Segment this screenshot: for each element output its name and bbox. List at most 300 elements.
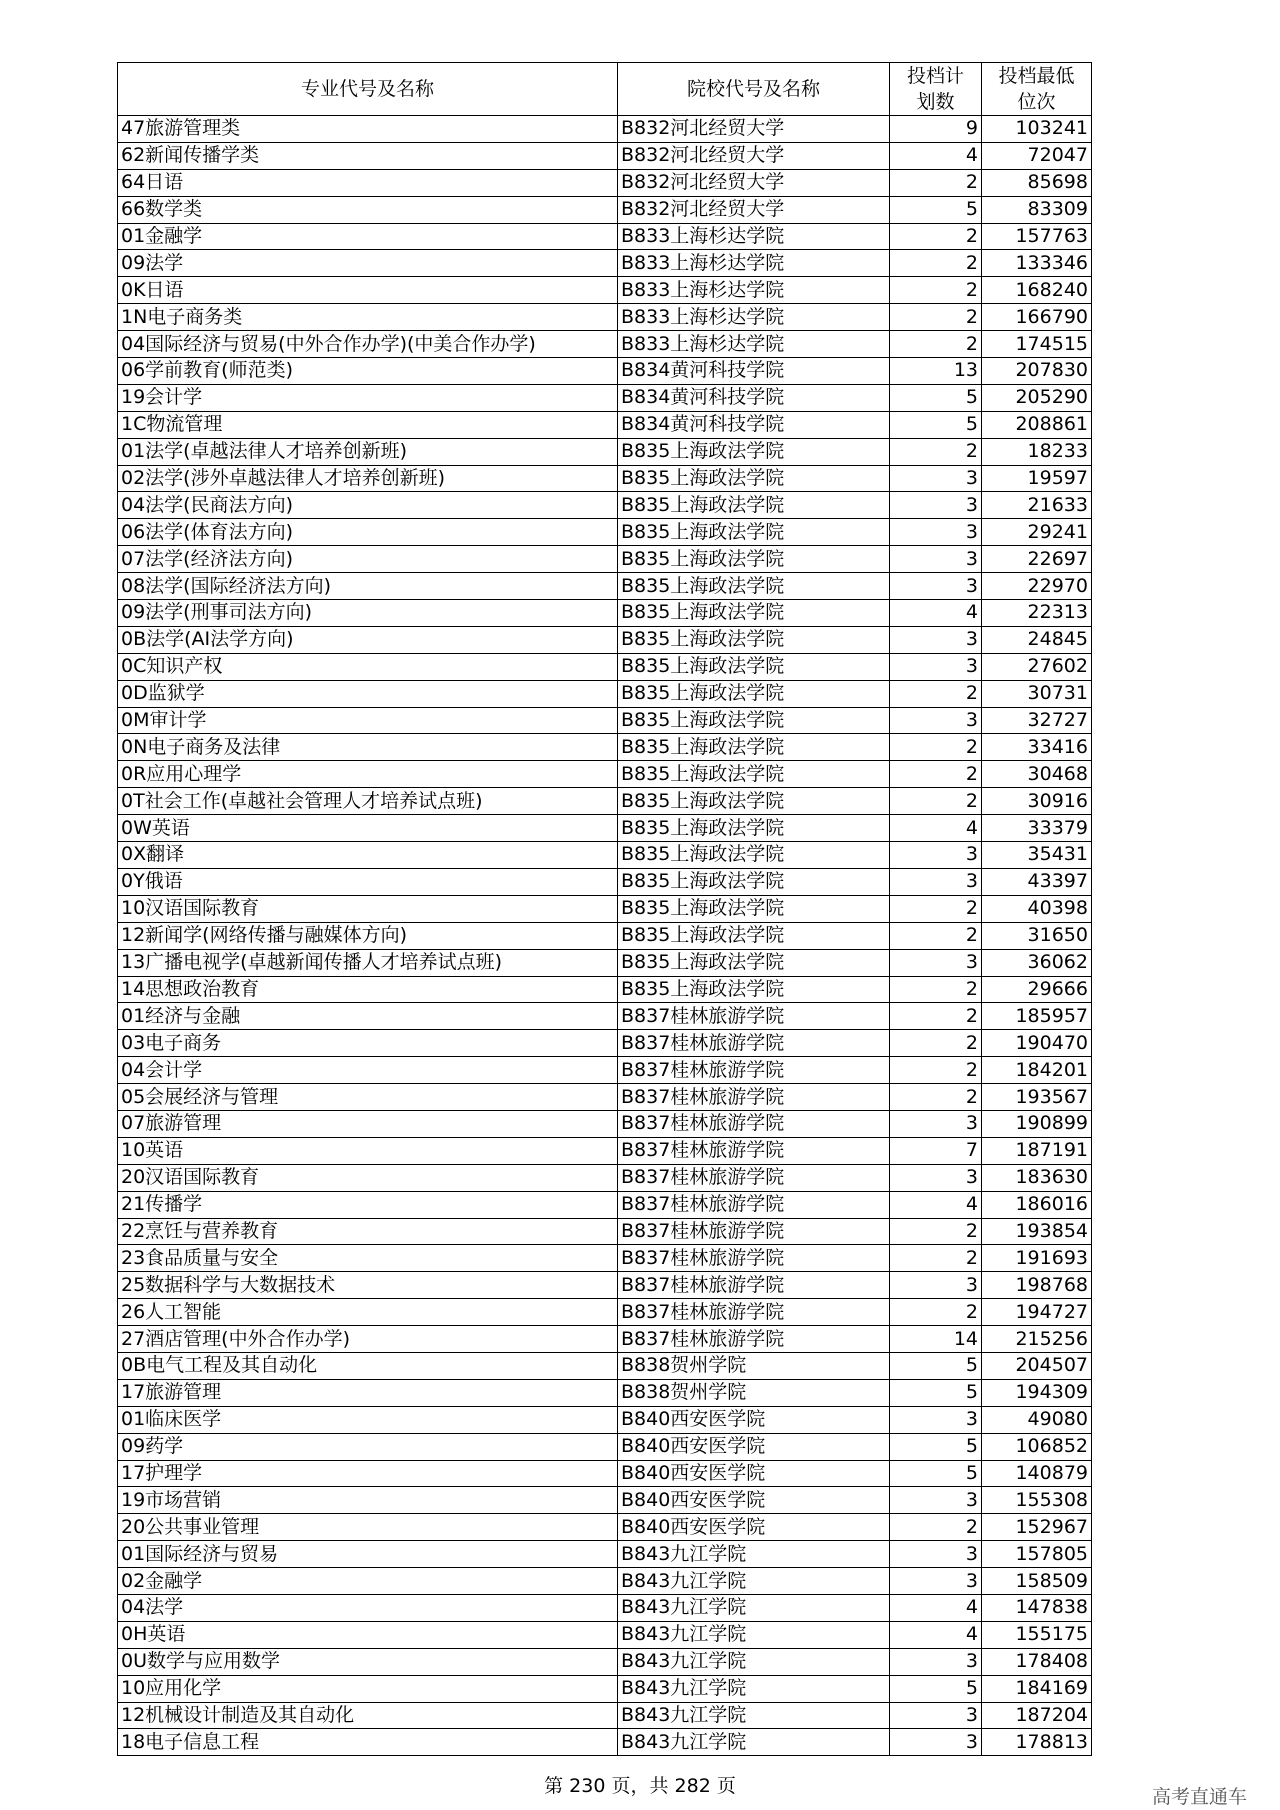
page-number: 第 230 页，共 282 页: [544, 1775, 736, 1797]
cell-plan-count: 9: [890, 116, 982, 143]
table-row: [118, 142, 1092, 169]
cell-major: 04法学: [118, 1594, 618, 1621]
cell-min-rank: 194309: [982, 1379, 1092, 1406]
table-row: [118, 223, 1092, 250]
cell-min-rank: 187204: [982, 1702, 1092, 1729]
cell-plan-count: 2: [890, 761, 982, 788]
cell-major: 64日语: [118, 169, 618, 196]
cell-min-rank: 19597: [982, 465, 1092, 492]
table-row: [118, 1594, 1092, 1621]
cell-school: B835上海政法学院: [618, 438, 890, 465]
cell-major: 03电子商务: [118, 1030, 618, 1057]
cell-plan-count: 5: [890, 1675, 982, 1702]
cell-min-rank: 178813: [982, 1729, 1092, 1756]
table-row: [118, 1352, 1092, 1379]
table-row: [118, 1379, 1092, 1406]
cell-school: B837桂林旅游学院: [618, 1137, 890, 1164]
table-row: [118, 949, 1092, 976]
cell-major: 0W英语: [118, 815, 618, 842]
cell-plan-count: 13: [890, 358, 982, 385]
cell-major: 05会展经济与管理: [118, 1084, 618, 1111]
cell-major: 0K日语: [118, 277, 618, 304]
cell-plan-count: 2: [890, 304, 982, 331]
cell-major: 22烹饪与营养教育: [118, 1218, 618, 1245]
cell-plan-count: 4: [890, 600, 982, 627]
table-row: [118, 1729, 1092, 1756]
cell-min-rank: 184201: [982, 1057, 1092, 1084]
cell-school: B833上海杉达学院: [618, 277, 890, 304]
table-row: [118, 358, 1092, 385]
table-row: [118, 519, 1092, 546]
cell-plan-count: 3: [890, 1164, 982, 1191]
cell-plan-count: 3: [890, 546, 982, 573]
cell-plan-count: 3: [890, 868, 982, 895]
cell-school: B834黄河科技学院: [618, 358, 890, 385]
cell-plan-count: 2: [890, 788, 982, 815]
header-plan-line1: 投档计: [906, 65, 964, 87]
cell-major: 0N电子商务及法律: [118, 734, 618, 761]
cell-school: B832河北经贸大学: [618, 142, 890, 169]
cell-major: 0B法学(AI法学方向): [118, 626, 618, 653]
cell-school: B834黄河科技学院: [618, 411, 890, 438]
cell-plan-count: 2: [890, 1084, 982, 1111]
cell-school: B833上海杉达学院: [618, 304, 890, 331]
cell-major: 66数学类: [118, 196, 618, 223]
cell-major: 19会计学: [118, 384, 618, 411]
cell-school: B837桂林旅游学院: [618, 1164, 890, 1191]
cell-major: 0B电气工程及其自动化: [118, 1352, 618, 1379]
cell-plan-count: 3: [890, 465, 982, 492]
cell-major: 23食品质量与安全: [118, 1245, 618, 1272]
cell-major: 07旅游管理: [118, 1110, 618, 1137]
cell-plan-count: 2: [890, 680, 982, 707]
cell-school: B833上海杉达学院: [618, 250, 890, 277]
cell-major: 17旅游管理: [118, 1379, 618, 1406]
cell-school: B835上海政法学院: [618, 976, 890, 1003]
cell-min-rank: 193854: [982, 1218, 1092, 1245]
table-row: [118, 1675, 1092, 1702]
cell-school: B837桂林旅游学院: [618, 1299, 890, 1326]
cell-school: B832河北经贸大学: [618, 169, 890, 196]
cell-min-rank: 83309: [982, 196, 1092, 223]
cell-school: B837桂林旅游学院: [618, 1245, 890, 1272]
cell-plan-count: 2: [890, 1218, 982, 1245]
cell-min-rank: 207830: [982, 358, 1092, 385]
table-row: [118, 304, 1092, 331]
cell-min-rank: 158509: [982, 1568, 1092, 1595]
cell-min-rank: 194727: [982, 1299, 1092, 1326]
cell-major: 10汉语国际教育: [118, 895, 618, 922]
table-row: [118, 1191, 1092, 1218]
cell-major: 17护理学: [118, 1460, 618, 1487]
cell-plan-count: 2: [890, 922, 982, 949]
cell-plan-count: 3: [890, 1729, 982, 1756]
cell-school: B833上海杉达学院: [618, 223, 890, 250]
table-row: [118, 1164, 1092, 1191]
cell-major: 01国际经济与贸易: [118, 1541, 618, 1568]
cell-min-rank: 22970: [982, 573, 1092, 600]
cell-school: B843九江学院: [618, 1541, 890, 1568]
table-row: [118, 976, 1092, 1003]
table-row: [118, 438, 1092, 465]
cell-school: B835上海政法学院: [618, 492, 890, 519]
cell-school: B840西安医学院: [618, 1433, 890, 1460]
cell-school: B843九江学院: [618, 1568, 890, 1595]
cell-school: B837桂林旅游学院: [618, 1272, 890, 1299]
cell-major: 62新闻传播学类: [118, 142, 618, 169]
cell-min-rank: 205290: [982, 384, 1092, 411]
table-row: [118, 250, 1092, 277]
cell-plan-count: 5: [890, 1460, 982, 1487]
cell-min-rank: 187191: [982, 1137, 1092, 1164]
cell-min-rank: 185957: [982, 1003, 1092, 1030]
cell-major: 20公共事业管理: [118, 1514, 618, 1541]
cell-plan-count: 2: [890, 1245, 982, 1272]
cell-plan-count: 2: [890, 438, 982, 465]
cell-min-rank: 85698: [982, 169, 1092, 196]
cell-school: B835上海政法学院: [618, 815, 890, 842]
cell-min-rank: 21633: [982, 492, 1092, 519]
cell-major: 0X翻译: [118, 842, 618, 869]
cell-major: 01法学(卓越法律人才培养创新班): [118, 438, 618, 465]
cell-school: B835上海政法学院: [618, 788, 890, 815]
cell-plan-count: 2: [890, 1057, 982, 1084]
cell-major: 12新闻学(网络传播与融媒体方向): [118, 922, 618, 949]
cell-major: 01临床医学: [118, 1406, 618, 1433]
cell-plan-count: 2: [890, 895, 982, 922]
cell-plan-count: 2: [890, 1514, 982, 1541]
cell-school: B837桂林旅游学院: [618, 1218, 890, 1245]
cell-min-rank: 33416: [982, 734, 1092, 761]
table-row: [118, 277, 1092, 304]
header-plan-line2: 划数: [916, 91, 955, 113]
cell-min-rank: 24845: [982, 626, 1092, 653]
table-row: [118, 1487, 1092, 1514]
cell-plan-count: 2: [890, 734, 982, 761]
table-row: [118, 1702, 1092, 1729]
cell-school: B835上海政法学院: [618, 922, 890, 949]
cell-plan-count: 2: [890, 1299, 982, 1326]
table-row: [118, 573, 1092, 600]
table-row: [118, 1084, 1092, 1111]
cell-plan-count: 5: [890, 196, 982, 223]
cell-school: B837桂林旅游学院: [618, 1110, 890, 1137]
table-row: [118, 1218, 1092, 1245]
cell-school: B837桂林旅游学院: [618, 1030, 890, 1057]
cell-plan-count: 2: [890, 277, 982, 304]
cell-major: 0M审计学: [118, 707, 618, 734]
watermark: 高考直通车: [1152, 1786, 1248, 1808]
table-row: [118, 1272, 1092, 1299]
table-row: [118, 626, 1092, 653]
cell-plan-count: 2: [890, 223, 982, 250]
cell-min-rank: 133346: [982, 250, 1092, 277]
table-row: [118, 1568, 1092, 1595]
cell-major: 02金融学: [118, 1568, 618, 1595]
table-row: [118, 1326, 1092, 1353]
cell-plan-count: 14: [890, 1326, 982, 1353]
cell-major: 0R应用心理学: [118, 761, 618, 788]
cell-school: B835上海政法学院: [618, 546, 890, 573]
cell-school: B840西安医学院: [618, 1460, 890, 1487]
table-row: [118, 1110, 1092, 1137]
cell-school: B835上海政法学院: [618, 680, 890, 707]
header-school: 院校代号及名称: [618, 63, 890, 116]
cell-major: 10应用化学: [118, 1675, 618, 1702]
cell-school: B835上海政法学院: [618, 626, 890, 653]
cell-min-rank: 152967: [982, 1514, 1092, 1541]
cell-min-rank: 40398: [982, 895, 1092, 922]
table-row: [118, 546, 1092, 573]
cell-plan-count: 2: [890, 1003, 982, 1030]
cell-plan-count: 3: [890, 519, 982, 546]
cell-major: 18电子信息工程: [118, 1729, 618, 1756]
cell-min-rank: 198768: [982, 1272, 1092, 1299]
cell-school: B835上海政法学院: [618, 573, 890, 600]
cell-school: B843九江学院: [618, 1675, 890, 1702]
cell-school: B840西安医学院: [618, 1487, 890, 1514]
cell-min-rank: 103241: [982, 116, 1092, 143]
cell-major: 13广播电视学(卓越新闻传播人才培养试点班): [118, 949, 618, 976]
header-row: [118, 63, 1092, 116]
cell-plan-count: 5: [890, 411, 982, 438]
cell-min-rank: 49080: [982, 1406, 1092, 1433]
table-row: [118, 600, 1092, 627]
table-header: [118, 63, 1092, 116]
cell-school: B835上海政法学院: [618, 949, 890, 976]
cell-min-rank: 190899: [982, 1110, 1092, 1137]
cell-major: 20汉语国际教育: [118, 1164, 618, 1191]
cell-major: 47旅游管理类: [118, 116, 618, 143]
table-row: [118, 465, 1092, 492]
table-row: [118, 116, 1092, 143]
header-major: 专业代号及名称: [118, 63, 618, 116]
cell-min-rank: 22313: [982, 600, 1092, 627]
cell-plan-count: 3: [890, 573, 982, 600]
cell-school: B835上海政法学院: [618, 842, 890, 869]
cell-major: 07法学(经济法方向): [118, 546, 618, 573]
cell-school: B843九江学院: [618, 1621, 890, 1648]
cell-min-rank: 208861: [982, 411, 1092, 438]
cell-major: 06法学(体育法方向): [118, 519, 618, 546]
cell-plan-count: 3: [890, 1568, 982, 1595]
cell-plan-count: 3: [890, 1272, 982, 1299]
table-row: [118, 922, 1092, 949]
table-row: [118, 734, 1092, 761]
cell-min-rank: 204507: [982, 1352, 1092, 1379]
cell-min-rank: 191693: [982, 1245, 1092, 1272]
table-row: [118, 1137, 1092, 1164]
table-row: [118, 1621, 1092, 1648]
header-min-rank: [982, 63, 1092, 116]
cell-plan-count: 5: [890, 1433, 982, 1460]
cell-school: B837桂林旅游学院: [618, 1326, 890, 1353]
cell-school: B843九江学院: [618, 1702, 890, 1729]
table-body: [118, 116, 1092, 1756]
cell-school: B838贺州学院: [618, 1352, 890, 1379]
table-row: [118, 680, 1092, 707]
cell-min-rank: 31650: [982, 922, 1092, 949]
cell-min-rank: 186016: [982, 1191, 1092, 1218]
cell-min-rank: 22697: [982, 546, 1092, 573]
cell-major: 19市场营销: [118, 1487, 618, 1514]
cell-plan-count: 4: [890, 815, 982, 842]
cell-major: 01金融学: [118, 223, 618, 250]
cell-min-rank: 184169: [982, 1675, 1092, 1702]
table-row: [118, 815, 1092, 842]
cell-plan-count: 2: [890, 250, 982, 277]
cell-major: 0C知识产权: [118, 653, 618, 680]
table-row: [118, 1460, 1092, 1487]
table-row: [118, 1648, 1092, 1675]
cell-plan-count: 3: [890, 653, 982, 680]
header-plan-count: [890, 63, 982, 116]
cell-plan-count: 3: [890, 492, 982, 519]
cell-school: B835上海政法学院: [618, 868, 890, 895]
table-row: [118, 1406, 1092, 1433]
cell-major: 0T社会工作(卓越社会管理人才培养试点班): [118, 788, 618, 815]
header-rank-line1: 投档最低: [998, 65, 1075, 87]
table-row: [118, 1514, 1092, 1541]
cell-major: 26人工智能: [118, 1299, 618, 1326]
table-row: [118, 1003, 1092, 1030]
cell-major: 10英语: [118, 1137, 618, 1164]
cell-school: B843九江学院: [618, 1648, 890, 1675]
cell-min-rank: 43397: [982, 868, 1092, 895]
cell-min-rank: 35431: [982, 842, 1092, 869]
cell-min-rank: 166790: [982, 304, 1092, 331]
cell-school: B832河北经贸大学: [618, 196, 890, 223]
cell-min-rank: 33379: [982, 815, 1092, 842]
table-row: [118, 384, 1092, 411]
cell-min-rank: 18233: [982, 438, 1092, 465]
cell-min-rank: 215256: [982, 1326, 1092, 1353]
cell-plan-count: 3: [890, 1541, 982, 1568]
cell-min-rank: 155175: [982, 1621, 1092, 1648]
cell-school: B837桂林旅游学院: [618, 1084, 890, 1111]
cell-major: 12机械设计制造及其自动化: [118, 1702, 618, 1729]
table-row: [118, 1030, 1092, 1057]
cell-min-rank: 36062: [982, 949, 1092, 976]
cell-min-rank: 155308: [982, 1487, 1092, 1514]
cell-major: 0D监狱学: [118, 680, 618, 707]
cell-min-rank: 30731: [982, 680, 1092, 707]
cell-plan-count: 4: [890, 1594, 982, 1621]
cell-major: 1N电子商务类: [118, 304, 618, 331]
cell-school: B838贺州学院: [618, 1379, 890, 1406]
cell-min-rank: 147838: [982, 1594, 1092, 1621]
cell-min-rank: 183630: [982, 1164, 1092, 1191]
cell-min-rank: 72047: [982, 142, 1092, 169]
cell-plan-count: 5: [890, 1352, 982, 1379]
table-row: [118, 1433, 1092, 1460]
cell-min-rank: 29241: [982, 519, 1092, 546]
cell-min-rank: 157763: [982, 223, 1092, 250]
cell-min-rank: 29666: [982, 976, 1092, 1003]
cell-major: 25数据科学与大数据技术: [118, 1272, 618, 1299]
cell-major: 02法学(涉外卓越法律人才培养创新班): [118, 465, 618, 492]
cell-plan-count: 4: [890, 1191, 982, 1218]
cell-school: B835上海政法学院: [618, 895, 890, 922]
cell-plan-count: 3: [890, 1648, 982, 1675]
cell-school: B835上海政法学院: [618, 519, 890, 546]
cell-major: 0U数学与应用数学: [118, 1648, 618, 1675]
cell-plan-count: 3: [890, 1110, 982, 1137]
cell-school: B837桂林旅游学院: [618, 1191, 890, 1218]
cell-school: B843九江学院: [618, 1594, 890, 1621]
cell-plan-count: 5: [890, 384, 982, 411]
cell-major: 1C物流管理: [118, 411, 618, 438]
header-rank-line2: 位次: [1017, 91, 1056, 113]
table-row: [118, 196, 1092, 223]
cell-school: B835上海政法学院: [618, 465, 890, 492]
table-row: [118, 1057, 1092, 1084]
cell-major: 0H英语: [118, 1621, 618, 1648]
cell-major: 08法学(国际经济法方向): [118, 573, 618, 600]
table-row: [118, 868, 1092, 895]
table-row: [118, 761, 1092, 788]
cell-min-rank: 140879: [982, 1460, 1092, 1487]
cell-school: B835上海政法学院: [618, 761, 890, 788]
table-row: [118, 1299, 1092, 1326]
cell-school: B837桂林旅游学院: [618, 1057, 890, 1084]
cell-min-rank: 174515: [982, 331, 1092, 358]
cell-min-rank: 157805: [982, 1541, 1092, 1568]
cell-plan-count: 3: [890, 707, 982, 734]
table-row: [118, 842, 1092, 869]
table-row: [118, 707, 1092, 734]
cell-major: 04会计学: [118, 1057, 618, 1084]
cell-school: B835上海政法学院: [618, 600, 890, 627]
cell-plan-count: 3: [890, 949, 982, 976]
cell-major: 04国际经济与贸易(中外合作办学)(中美合作办学): [118, 331, 618, 358]
cell-major: 01经济与金融: [118, 1003, 618, 1030]
cell-plan-count: 4: [890, 142, 982, 169]
table-row: [118, 331, 1092, 358]
cell-plan-count: 2: [890, 976, 982, 1003]
cell-major: 09法学: [118, 250, 618, 277]
cell-min-rank: 30916: [982, 788, 1092, 815]
cell-min-rank: 27602: [982, 653, 1092, 680]
cell-plan-count: 3: [890, 1487, 982, 1514]
cell-school: B843九江学院: [618, 1729, 890, 1756]
cell-school: B835上海政法学院: [618, 653, 890, 680]
cell-min-rank: 106852: [982, 1433, 1092, 1460]
table-row: [118, 788, 1092, 815]
cell-school: B837桂林旅游学院: [618, 1003, 890, 1030]
cell-plan-count: 7: [890, 1137, 982, 1164]
cell-min-rank: 168240: [982, 277, 1092, 304]
cell-plan-count: 2: [890, 169, 982, 196]
cell-major: 06学前教育(师范类): [118, 358, 618, 385]
table-row: [118, 895, 1092, 922]
table-row: [118, 1245, 1092, 1272]
table-row: [118, 169, 1092, 196]
cell-school: B840西安医学院: [618, 1514, 890, 1541]
cell-major: 27酒店管理(中外合作办学): [118, 1326, 618, 1353]
table-row: [118, 411, 1092, 438]
cell-major: 09药学: [118, 1433, 618, 1460]
table-row: [118, 492, 1092, 519]
cell-min-rank: 193567: [982, 1084, 1092, 1111]
admissions-table: [117, 62, 1092, 1756]
cell-major: 0Y俄语: [118, 868, 618, 895]
cell-plan-count: 4: [890, 1621, 982, 1648]
cell-major: 21传播学: [118, 1191, 618, 1218]
cell-plan-count: 2: [890, 331, 982, 358]
cell-major: 14思想政治教育: [118, 976, 618, 1003]
cell-school: B840西安医学院: [618, 1406, 890, 1433]
